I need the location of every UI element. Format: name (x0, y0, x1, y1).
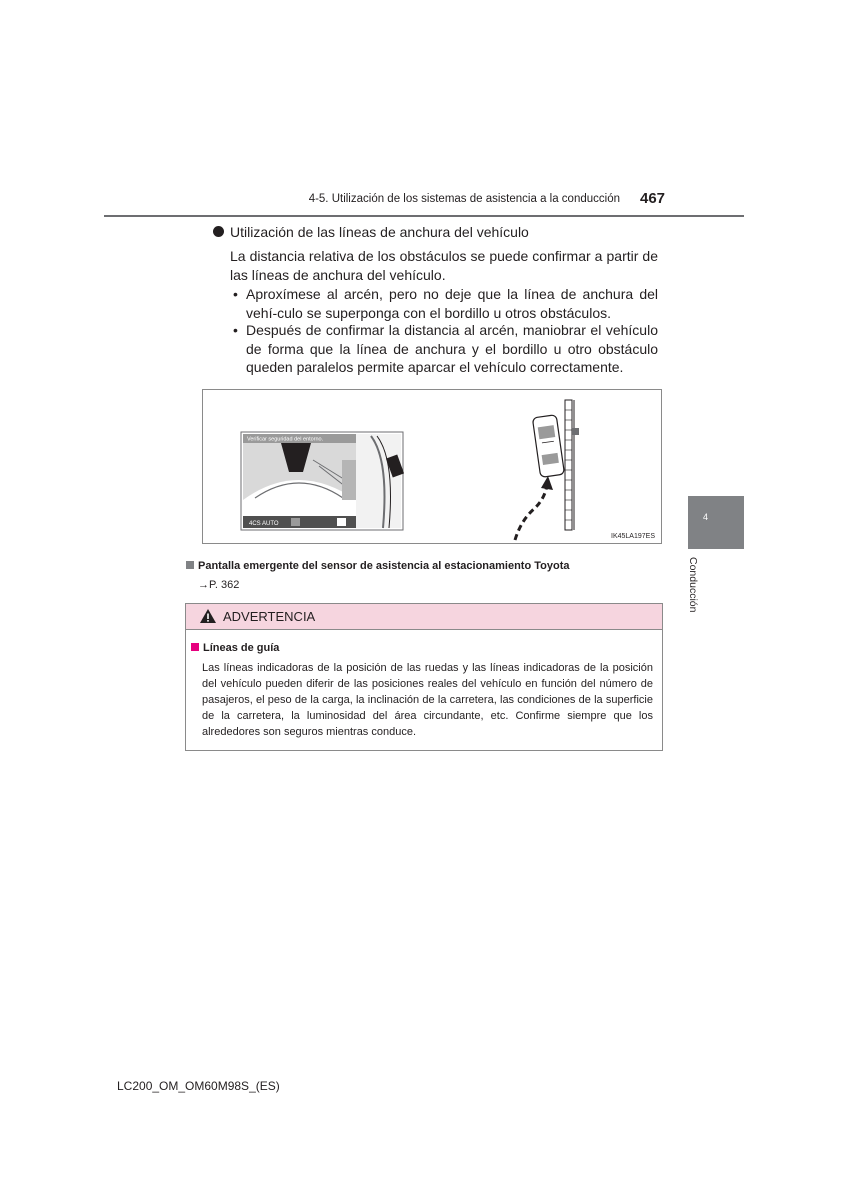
warning-title: ADVERTENCIA (223, 609, 316, 624)
screen-banner-text: Verificar seguridad del entorno. (247, 436, 324, 443)
pink-square-marker-icon (191, 643, 199, 651)
chapter-label: Conducción (687, 557, 699, 613)
chapter-tab (688, 496, 744, 549)
section-heading: Utilización de las líneas de anchura del vehículo (230, 224, 529, 240)
subsection-title: Pantalla emergente del sensor de asistencia al estacionamiento Toyota (198, 560, 570, 572)
list-bullet: • (233, 322, 238, 338)
warning-header (186, 604, 662, 630)
chapter-number: 4 (703, 512, 709, 522)
page-number: 467 (640, 190, 666, 207)
figure-code: IK45LA197ES (611, 533, 655, 540)
warning-subtitle: Líneas de guía (203, 642, 280, 654)
figure-illustration (202, 389, 662, 544)
warning-box (185, 603, 663, 751)
camera-screen-illustration (203, 390, 661, 543)
list-item-text: Después de confirmar la distancia al arcén, maniobrar el vehículo de forma que la línea de anchura y el bordillo u otro obstáculo queden paralelos permite aparcar el vehículo correctamente. (246, 322, 658, 375)
warning-subtitle-row (191, 642, 279, 654)
list-bullet: • (233, 286, 238, 302)
screen-mode-button: 4CS AUTO (249, 521, 279, 527)
header-divider (104, 215, 744, 217)
warning-triangle-icon (199, 608, 217, 624)
list-item-text: Aproxímese al arcén, pero no deje que la línea de anchura del vehí-culo se superponga con el bordillo u otros obstáculos. (246, 286, 658, 321)
header-section-title: 4-5. Utilización de los sistemas de asistencia a la conducción (308, 193, 620, 205)
list-item (230, 285, 658, 322)
square-marker-icon (186, 561, 194, 569)
intro-paragraph: La distancia relativa de los obstáculos se puede confirmar a partir de las líneas de anchura del vehículo. (230, 248, 658, 283)
page-reference-link[interactable]: →P. 362 (198, 579, 240, 591)
heading-bullet-icon (213, 226, 224, 237)
list-item (230, 321, 658, 377)
footer-code: LC200_OM_OM60M98S_(ES) (117, 1079, 280, 1093)
subsection-heading (186, 560, 570, 572)
warning-text: Las líneas indicadoras de la posición de las ruedas y las líneas indicadoras de la posición del vehículo pueden diferir de las posiciones reales del vehículo en función del número de pasajeros, el peso de la carga, la inclinación de la carretera, las condiciones de la superficie de la carretera, la luminosidad del área circundante, etc. Confirme siempre que los alrededores son seguros mientras conduce. (202, 662, 653, 738)
